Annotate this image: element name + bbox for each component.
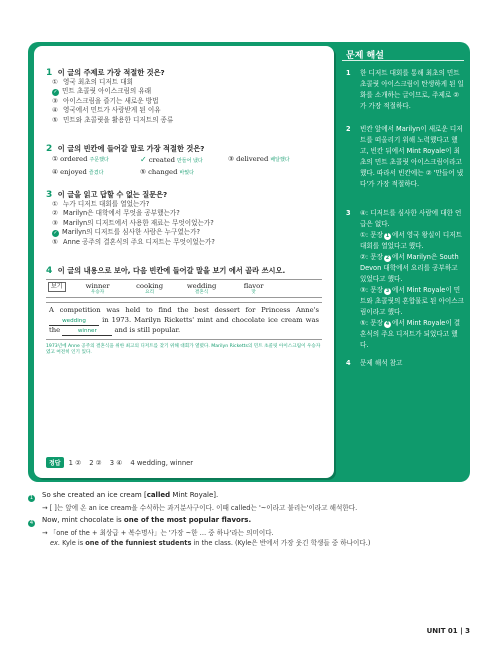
answer-option [46,200,326,209]
option-mark: ⑤ [52,115,58,124]
option-mark: ① [52,78,58,86]
word-bank-words [72,282,280,295]
question-1 [46,68,326,125]
example-text: in the class. (Kyle은 반에서 가장 웃긴 학생들 중 하나이다.) [191,539,371,547]
footer-separator: | [460,627,463,635]
answer-item: 3 ④ [109,458,123,467]
answer-option [46,97,326,106]
answer-option [46,238,326,247]
answer-item: 1 ② [68,458,82,467]
grammar-note-2 [28,515,468,528]
option-mark: ⑤ [52,237,58,246]
answer-key [46,457,201,468]
passage-translation: 1973년에 Anne 공주의 결혼식을 위한 최고의 디저트를 찾기 위해 대회가 열렸다. Marilyn Ricketts의 민트 초콜릿 아이스크림이 우승자였고 여전히 인기 있다. [46,343,321,355]
sentence-number-badge: 4 [29,520,34,526]
summary-passage [46,302,322,340]
word-bank-item [176,282,228,295]
word-english: flavor [243,282,264,290]
question-number: 3 [46,190,53,200]
option-text: 아이스크림을 즐기는 새로운 방법 [63,96,159,105]
answer-items [69,459,202,467]
option-mark: ③ [52,218,58,227]
option-mark: ③ [52,96,58,105]
explanation-item-text: 에서 Mint Royale이 결혼식의 주요 디저트가 되었다고 했다. [360,319,461,349]
answer-option [52,154,140,167]
option-hint: 만들어 냈다 [176,158,203,164]
sentence-number-badge: 3 [385,288,390,294]
answer-blank-2: winner [62,328,112,336]
explanation-item [360,285,464,318]
word-english: cooking [136,282,164,290]
explanation-3 [346,208,464,351]
explanation-number: 4 [346,359,351,367]
option-mark: ② [52,209,58,218]
word-bank-item [124,282,176,295]
option-text: 누가 디저트 대회를 열었는가? [63,200,150,208]
explanation-item-label: ③: 문장 [360,286,383,294]
explanation-item [360,252,464,285]
explanation-text: ④: 디저트를 심사한 사람에 대한 언급은 없다. [360,209,462,228]
option-mark: ⑤ [140,168,147,176]
question-number: 1 [46,68,53,78]
option-word: ordered [60,155,88,163]
option-hint: 배달했다 [270,157,290,163]
explanation-items [360,230,464,351]
passage-text: and is still popular. [114,325,181,334]
question-4 [46,266,326,356]
word-bank-item [72,282,124,295]
option-hint: 주문했다 [89,157,109,163]
explanation-text: 문제 해석 참고 [360,359,403,367]
option-hint: 즐겼다 [88,170,104,176]
question-3 [46,190,326,247]
word-bank-item [228,282,280,295]
example-text: Kyle is [62,539,86,547]
answer-option [46,228,326,237]
option-text: 영국에서 민트가 사랑받게 된 이유 [63,106,161,115]
answer-option [228,154,316,167]
question-card [34,46,334,478]
option-row [46,167,326,179]
answer-option [46,106,326,115]
answer-option [52,167,140,179]
option-text: 민트 초콜릿 아이스크림의 유래 [62,87,152,96]
question-title: 이 글의 빈칸에 들어갈 말로 가장 적절한 것은? [57,144,205,153]
grammar-note-1 [28,490,468,503]
check-icon: ✓ [140,155,147,164]
explanation-item [360,230,464,252]
option-list [46,200,326,247]
question-number: 2 [46,144,53,154]
note-sentence: Now, mint chocolate is [42,516,124,524]
note-sentence: Mint Royale]. [170,491,219,499]
word-korean: 요리 [145,290,155,295]
note-sentence-bold: called [146,491,171,499]
unit-label: UNIT 01 [426,627,458,635]
option-text: Anne 공주의 결혼식의 주요 디저트는 무엇이었는가? [63,237,215,246]
option-mark: ④ [52,106,58,115]
option-hint: 바꿨다 [179,170,194,176]
sentence-number-badge: 4 [385,321,390,327]
answer-option [46,209,326,218]
example-text-bold: one of the funniest students [85,539,192,547]
answer-option [140,154,228,167]
option-mark: ④ [52,168,59,176]
passage-text: in 1973. Marilyn Ricketts' mint and chocolate ice cream was the [49,315,319,334]
question-title: 이 글을 읽고 답할 수 없는 질문은? [57,190,168,199]
check-icon: ✓ [53,230,58,237]
option-word: delivered [236,155,269,163]
note-sentence-bold: one of the most popular flavors. [123,516,252,524]
option-text: Marilyn은 대학에서 무엇을 공부했는가? [63,209,180,218]
page-number: 3 [465,627,470,635]
option-text: Marilyn의 디저트를 심사한 사람은 누구였는가? [62,228,200,237]
grammar-notes [28,490,468,548]
page-footer [427,627,470,635]
sentence-number-badge: 1 [29,495,34,501]
answer-item: 2 ② [89,458,102,467]
explanation-item-text: 에서 Marilyn은 South Devon 대학에서 요리를 공부하고 있었다고 했다. [360,253,459,283]
explanation-item-text: 에서 Mint Royale이 민트와 초콜릿의 혼합물로 된 아이스크림이라고 했다. [360,286,464,316]
question-title: 이 글의 내용으로 보아, 다음 빈칸에 들어갈 말을 보기 에서 골라 쓰시오. [57,266,286,275]
option-text: 민트와 초콜릿을 활용한 디저트의 종류 [63,115,174,124]
answer-key-label: 정답 [46,457,64,468]
explanation-number: 2 [346,125,351,133]
option-text: Marilyn의 디저트에서 사용한 재료는 무엇이었는가? [63,218,214,227]
option-word: created [148,156,175,164]
sentence-number-badge: 1 [385,233,390,239]
option-list [46,78,326,125]
word-bank [46,279,322,298]
explanation-item-label: ①: 문장 [360,231,383,239]
sentence-number-badge: 2 [385,255,390,261]
note-sentence: So she created an ice cream [ [42,491,147,499]
note-explanation: → 「one of the + 최상급 + 복수명사」는 '가장 ~한 … 중 하나'라는 의미이다. [42,529,274,537]
explanation-text: 한 디저트 대회를 통해 최초의 민트 초콜릿 아이스크림이 탄생하게 된 일화를 소개하는 글이므로, 주제로 ②가 가장 적절하다. [360,69,464,110]
explanation-item-label: ②: 문장 [360,253,383,261]
word-korean: 결혼식 [194,290,209,295]
explanation-text: 빈칸 앞에서 Marilyn이 새로운 디저트를 떠올리기 위해 노력했다고 했고, 빈칸 뒤에서 Mint Royale이 최초의 민트 초콜릿 아이스크림이라고 했다. 따라서 빈칸에는 ② '만들어 냈다'가 가장 적절하다. [360,125,464,188]
option-mark: ① [52,200,58,208]
note-explanation: → [ ]는 앞에 온 an ice cream을 수식하는 과거분사구이다. 이때 called는 '~이라고 불리는'이라고 해석한다. [42,504,358,512]
word-bank-label: 보기 [48,282,66,292]
explanation-item-text: 에서 영국 왕실이 디저트 대회를 열었다고 했다. [360,231,462,250]
answer-option [140,167,228,179]
note-example [28,538,468,548]
option-word: enjoyed [60,168,87,176]
option-mark: ① [52,155,59,163]
explanation-title: 문제 해설 [346,51,384,61]
option-word: changed [148,168,178,176]
option-mark: ③ [228,155,235,163]
top-margin [0,0,500,42]
answer-option [46,78,326,87]
answer-option [46,219,326,228]
answer-blank-1: wedding [49,318,99,326]
explanation-1 [346,68,464,112]
explanation-number: 1 [346,69,351,77]
explanation-divider [342,60,464,61]
question-title: 이 글의 주제로 가장 적절한 것은? [57,68,165,77]
passage-text: A competition was held to find the best dessert for Princess Anne's [49,306,319,314]
option-row [46,154,326,167]
word-korean: 우승자 [90,290,105,295]
check-icon: ✓ [53,89,58,96]
question-2 [46,144,326,179]
word-english: winner [85,282,110,290]
option-text: 영국 최초의 디저트 대회 [63,78,133,86]
example-label: ex. [50,539,61,547]
word-english: wedding [186,282,217,290]
explanation-item-label: ⑤: 문장 [360,319,383,327]
explanation-2 [346,124,464,190]
answer-option [46,116,326,125]
question-number: 4 [46,266,53,276]
explanation-4 [346,358,464,369]
explanation-item [360,318,464,351]
answer-option [46,87,326,96]
explanation-number: 3 [346,209,351,217]
word-korean: 맛 [251,290,256,295]
answer-item: 4 wedding, winner [130,458,194,467]
